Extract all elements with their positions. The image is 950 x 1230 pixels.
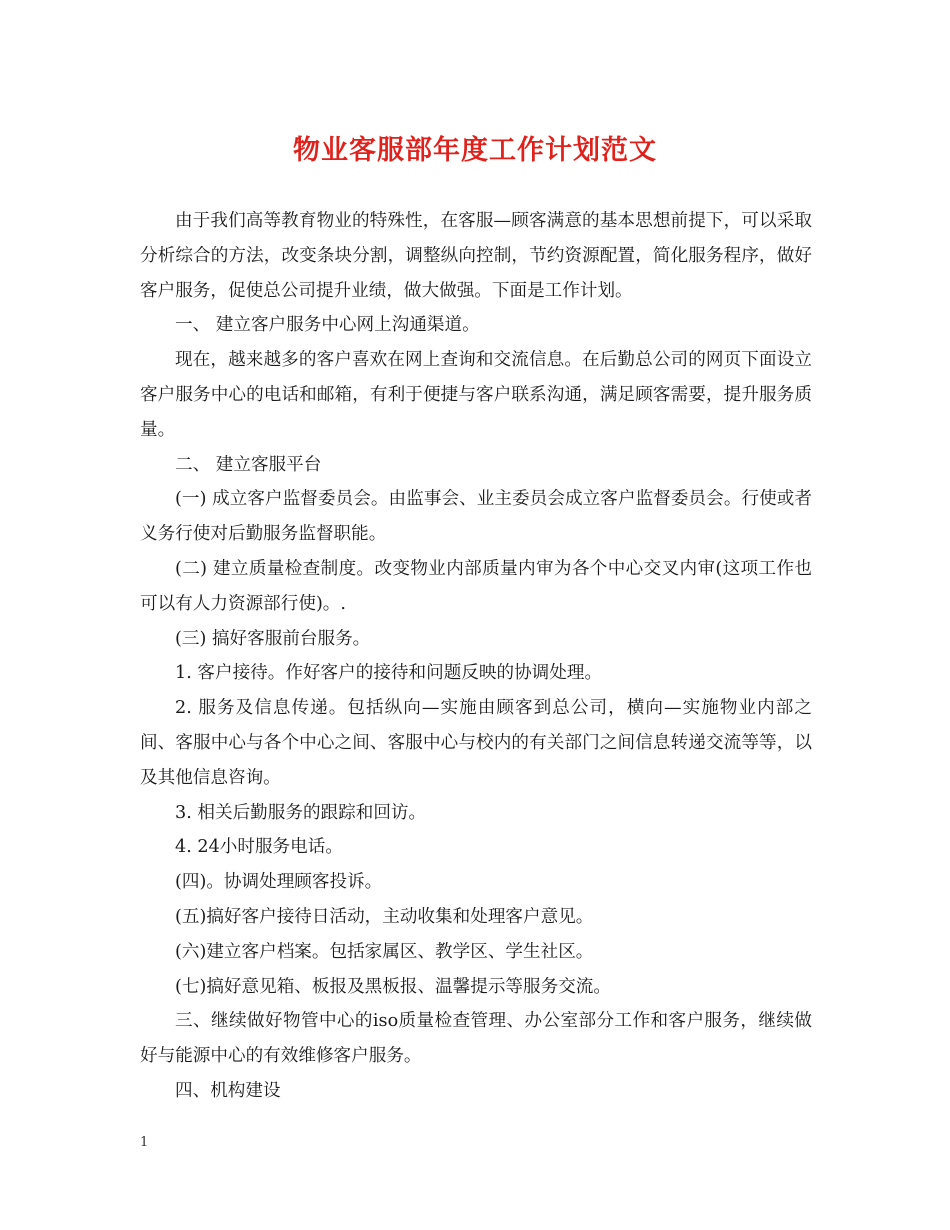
- section-heading-1: 一、 建立客户服务中心网上沟通渠道。: [175, 315, 480, 336]
- item-follow-up: 3. 相关后勤服务的跟踪和回访。: [175, 802, 427, 823]
- item-hotline: 4. 24小时服务电话。: [175, 837, 343, 858]
- section-heading-3: 三、继续做好物管中心的iso质量检查管理、办公室部分工作和客户服务，继续做好与能源中心的有效维修客户服务。: [140, 1011, 812, 1067]
- paragraph-intro: 由于我们高等教育物业的特殊性，在客服—顾客满意的基本思想前提下，可以采取分析综合的方法，改变条块分割，调整纵向控制，节约资源配置，简化服务程序，做好客户服务，促使总公司提升业绩，做大做强。下面是工作计划。: [140, 211, 812, 301]
- page-number: 1: [140, 1135, 149, 1150]
- section-heading-2: 二、 建立客服平台: [175, 454, 322, 475]
- paragraph-online-channel: 现在，越来越多的客户喜欢在网上查询和交流信息。在后勤总公司的网页下面设立客户服务中心的电话和邮箱，有利于便捷与客户联系沟通，满足顾客需要，提升服务质量。: [140, 350, 812, 440]
- item-complaints: (四)。协调处理顾客投诉。: [175, 872, 383, 893]
- item-supervision-committee: (一) 成立客户监督委员会。由监事会、业主委员会成立客户监督委员会。行使或者义务行使对后勤服务监督职能。: [140, 489, 812, 545]
- document-title: 物业客服部年度工作计划范文: [293, 135, 657, 166]
- document-body: [140, 204, 812, 1109]
- item-customer-files: (六)建立客户档案。包括家属区、教学区、学生社区。: [175, 941, 594, 962]
- item-reception: 1. 客户接待。作好客户的接待和问题反映的协调处理。: [175, 663, 603, 684]
- item-reception-day: (五)搞好客户接待日活动，主动收集和处理客户意见。: [175, 906, 594, 927]
- item-quality-inspection: (二) 建立质量检查制度。改变物业内部质量内审为各个中心交叉内审(这项工作也可以有人力资源部行使)。.: [140, 558, 812, 614]
- item-front-desk: (三) 搞好客服前台服务。: [175, 628, 371, 649]
- item-suggestion-box: (七)搞好意见箱、板报及黑板报、温馨提示等服务交流。: [175, 976, 611, 997]
- item-information-transfer: 2. 服务及信息传递。包括纵向—实施由顾客到总公司，横向—实施物业内部之间、客服中心与各个中心之间、客服中心与校内的有关部门之间信息转递交流等等，以及其他信息咨询。: [140, 698, 812, 788]
- section-heading-4: 四、机构建设: [175, 1080, 281, 1101]
